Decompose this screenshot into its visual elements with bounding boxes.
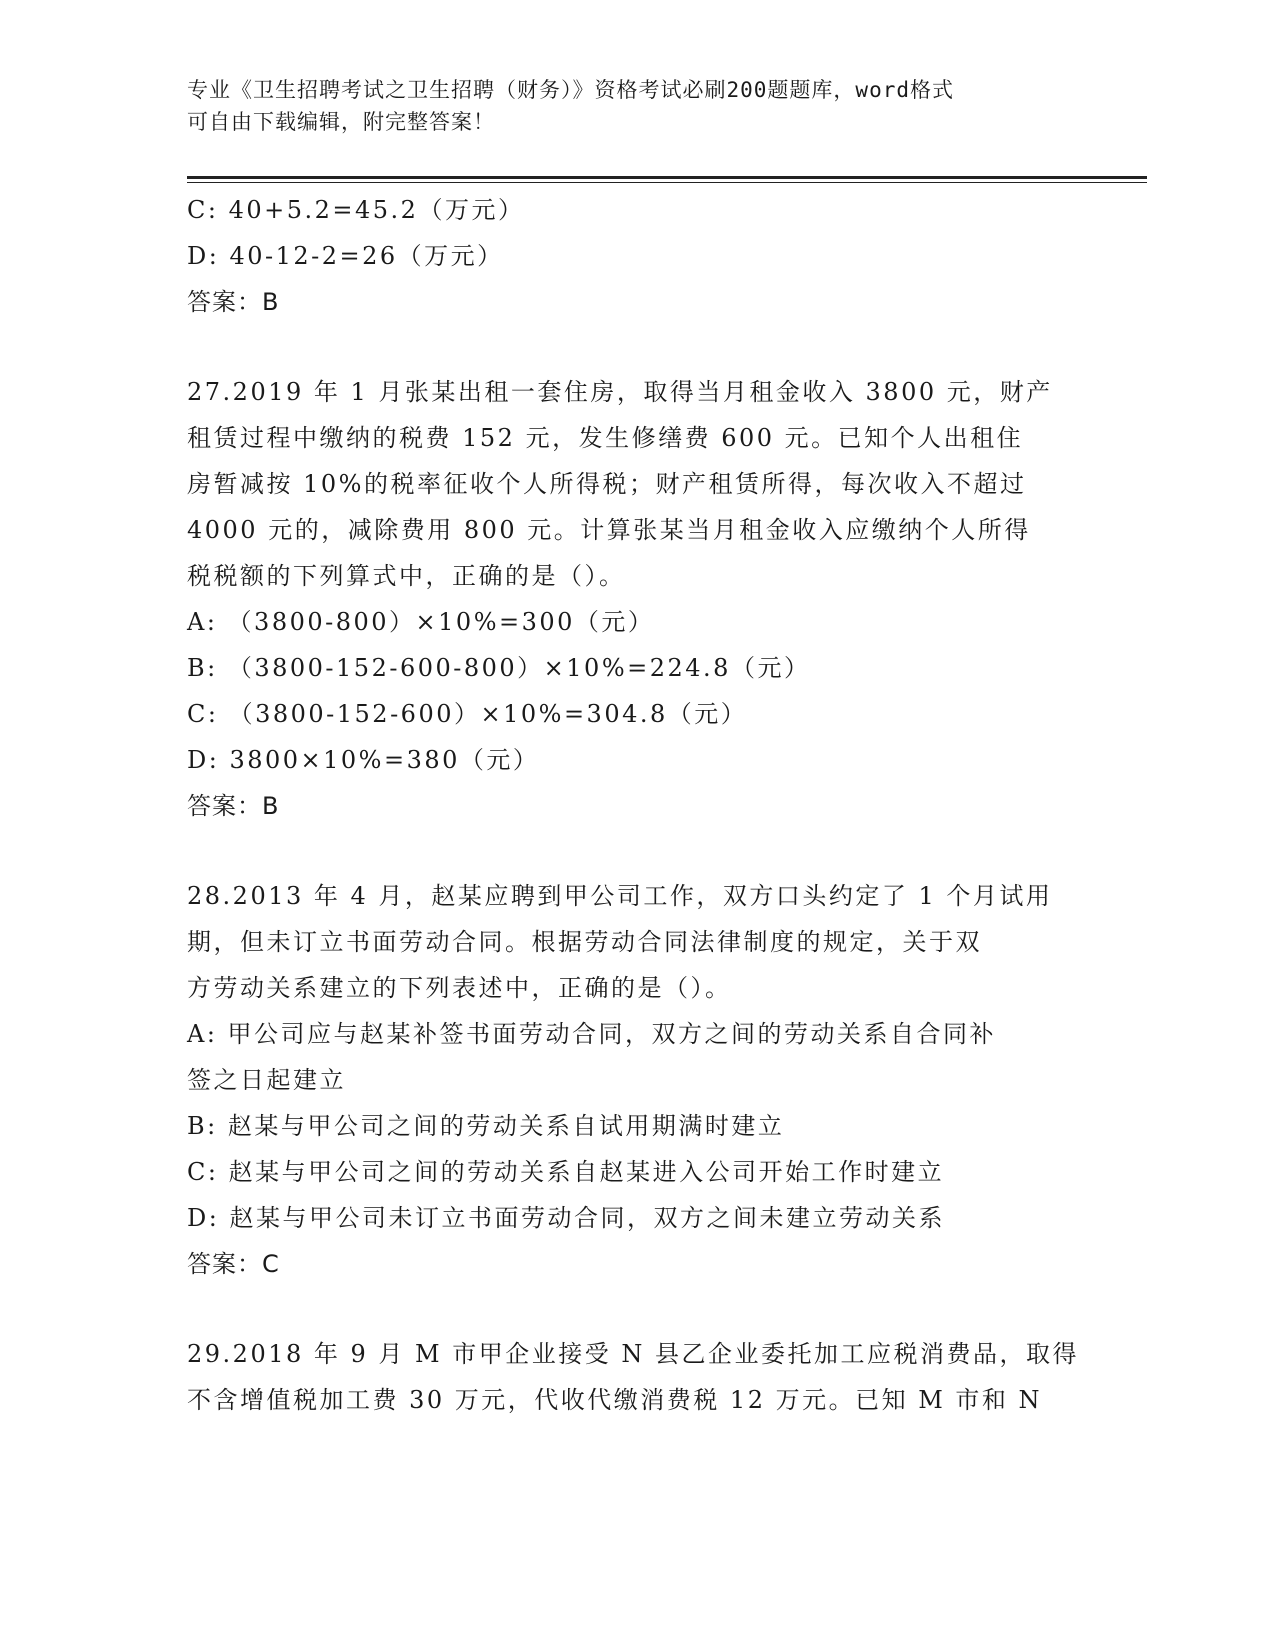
header-line-1: 专业《卫生招聘考试之卫生招聘（财务）》资格考试必刷200题题库，word格式 (187, 78, 954, 102)
text-line: A: （3800-800）×10%=300（元） (187, 608, 655, 636)
text-line: 29.2018 年 9 月 M 市甲企业接受 N 县乙企业委托加工应税消费品，取得 (187, 1340, 1079, 1368)
text-line: D: 赵某与甲公司未订立书面劳动合同，双方之间未建立劳动关系 (187, 1204, 945, 1232)
text-line: 4000 元的，减除费用 800 元。计算张某当月租金收入应缴纳个人所得 (187, 516, 1031, 544)
header-rule-thick (187, 176, 1147, 179)
text-line: 27.2019 年 1 月张某出租一套住房，取得当月租金收入 3800 元，财产 (187, 378, 1053, 406)
text-line: 签之日起建立 (187, 1066, 346, 1094)
text-line: A: 甲公司应与赵某补签书面劳动合同，双方之间的劳动关系自合同补 (187, 1020, 997, 1048)
text-line: 不含增值税加工费 30 万元，代收代缴消费税 12 万元。已知 M 市和 N (187, 1386, 1043, 1414)
text-line: D: 3800×10%=380（元） (187, 746, 540, 774)
text-line: C: 赵某与甲公司之间的劳动关系自赵某进入公司开始工作时建立 (187, 1158, 945, 1186)
answer-line: 答案：B (187, 288, 280, 316)
text-line: 方劳动关系建立的下列表述中，正确的是（）。 (187, 974, 732, 1002)
question-spacer (187, 1287, 1087, 1331)
header-line-2: 可自由下载编辑，附完整答案！ (187, 110, 495, 134)
text-line: 期，但未订立书面劳动合同。根据劳动合同法律制度的规定，关于双 (187, 928, 982, 956)
question-spacer (187, 829, 1087, 873)
text-line: B: （3800-152-600-800）×10%=224.8（元） (187, 654, 811, 682)
text-line: C: 40+5.2=45.2（万元） (187, 196, 525, 224)
text-line: 28.2013 年 4 月，赵某应聘到甲公司工作，双方口头约定了 1 个月试用 (187, 882, 1053, 910)
question-spacer (187, 325, 1087, 369)
answer-line: 答案：C (187, 1250, 280, 1278)
text-line: D: 40-12-2=26（万元） (187, 242, 504, 270)
text-line: 租赁过程中缴纳的税费 152 元，发生修缮费 600 元。已知个人出租住 (187, 424, 1024, 452)
answer-line: 答案：B (187, 792, 280, 820)
text-line: C: （3800-152-600）×10%=304.8（元） (187, 700, 748, 728)
text-line: B: 赵某与甲公司之间的劳动关系自试用期满时建立 (187, 1112, 785, 1140)
text-line: 税税额的下列算式中，正确的是（）。 (187, 562, 626, 590)
text-line: 房暂减按 10%的税率征收个人所得税；财产租赁所得，每次收入不超过 (187, 470, 1027, 498)
document-body (187, 187, 1087, 1423)
document-header (187, 74, 1067, 138)
header-rule-thin (187, 182, 1147, 183)
